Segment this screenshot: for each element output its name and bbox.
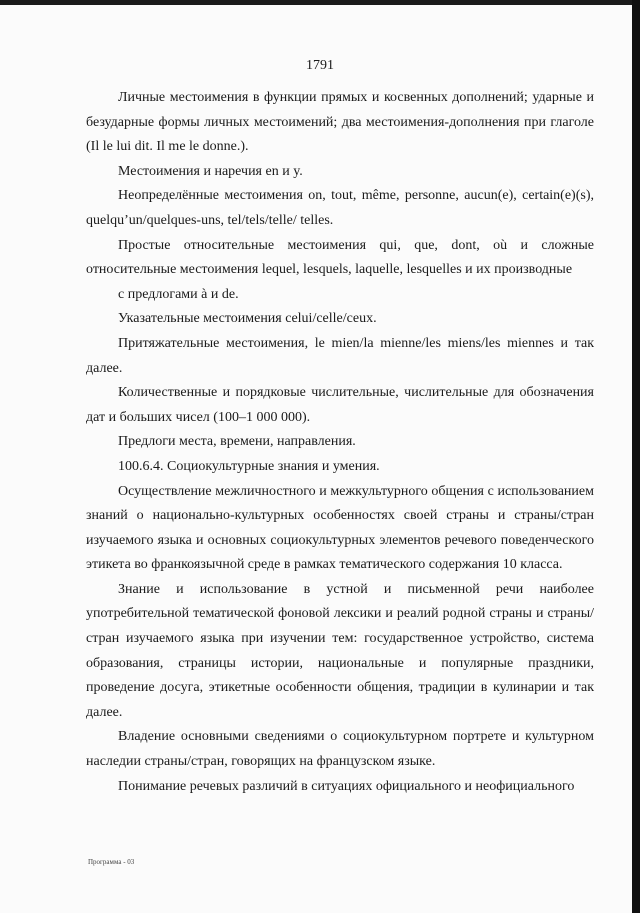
- paragraph-prepositions: Предлоги места, времени, направления.: [118, 434, 356, 450]
- paragraph-intercultural-communication: Осуществление межличностного и межкультурного общения с использованием знаний о национально-культурных особенностях своей страны и страны/стран изучаемого языка и основных социокультурных элементов речевого поведенческого этикета во франкоязычной среде в рамках тематического содержания 10 класса.: [86, 483, 594, 573]
- paragraph-en-y: Местоимения и наречия en и y.: [118, 163, 303, 179]
- page-footer: Программа - 03: [88, 858, 135, 866]
- paragraph-sociocultural-portrait: Владение основными сведениями о социокультурном портрете и культурном наследии страны/стран, говорящих на французском языке.: [86, 729, 594, 770]
- scan-edge-top: [0, 0, 640, 5]
- paragraph-numerals: Количественные и порядковые числительные, числительные для обозначения дат и больших чисел (100–1 000 000).: [86, 385, 594, 425]
- paragraph-indefinite-pronouns: Неопределённые местоимения on, tout, même, personne, aucun(e), certain(e)(s), quelqu’un/quelques-uns, tel/tels/telle/ telles.: [86, 188, 594, 228]
- paragraph-demonstrative-pronouns: Указательные местоимения celui/celle/ceux.: [118, 311, 377, 327]
- page-number: 1791: [306, 58, 334, 73]
- paragraph-possessive-pronouns: Притяжательные местоимения, le mien/la mienne/les miens/les miennes и так далее.: [86, 335, 594, 376]
- paragraph-speech-differences: Понимание речевых различий в ситуациях официального и неофициального: [118, 778, 575, 794]
- paragraph-personal-pronouns: Личные местоимения в функции прямых и косвенных дополнений; ударные и безударные формы личных местоимений; два местоимения-дополнения при глаголе (Il le lui dit. Il me le donne.).: [86, 90, 594, 155]
- paragraph-relative-pronouns: Простые относительные местоимения qui, que, dont, où и сложные относительные местоимения lequel, lesquels, laquelle, lesquelles и их производные: [86, 237, 594, 278]
- paragraph-prepositions-a-de: с предлогами à и de.: [118, 286, 239, 302]
- paragraph-background-vocabulary: Знание и использование в устной и письменной речи наиболее употребительной тематической фоновой лексики и реалий родной страны и страны/стран изучаемого языка при изучении тем: государственное устройство, система образования, страницы истории, национальные и популярные праздники, проведение досуга, этикетные особенности общения, традиции в кулинарии и так далее.: [86, 581, 594, 720]
- body-text: [86, 86, 594, 799]
- section-heading: 100.6.4. Социокультурные знания и умения.: [118, 458, 380, 474]
- scan-edge-right: [632, 0, 640, 913]
